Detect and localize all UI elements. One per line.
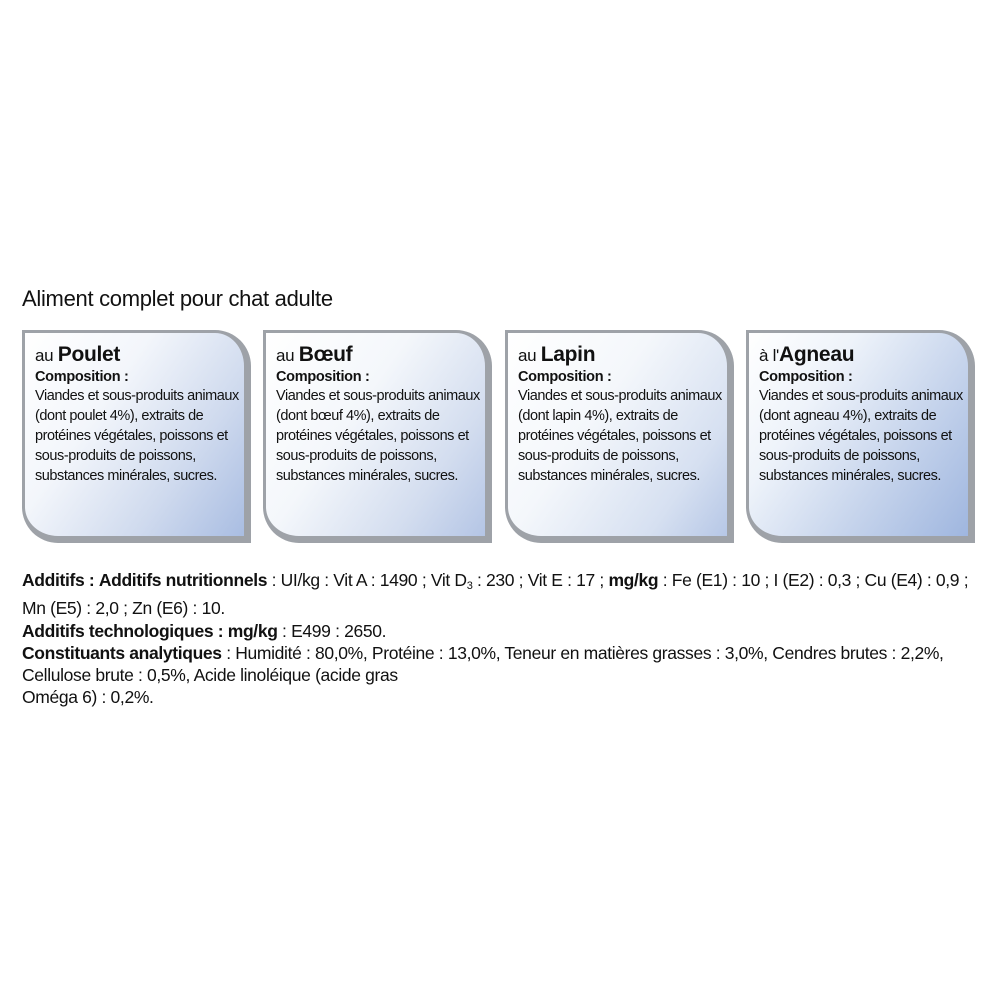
nutrition-info — [22, 569, 982, 709]
technologiques-text: : E499 : 2650. — [277, 620, 387, 641]
constituants-label: Constituants analytiques — [22, 642, 222, 663]
flavor-prefix: au — [35, 346, 58, 365]
flavor-name: Poulet — [57, 343, 121, 366]
additifs-text-2: : 230 ; Vit E : 17 ; — [472, 570, 609, 590]
flavor-box-agneau — [746, 330, 975, 543]
flavor-name: Agneau — [779, 343, 855, 366]
composition-label: Composition : — [518, 369, 612, 385]
technologiques-paragraph — [22, 620, 982, 642]
additifs-text-3: : Fe (E1) : 10 ; I (E2) : 0,3 ; Cu (E4) : 0,9 ; Mn (E5) : 2,0 ; Zn (E6) : 10. — [22, 570, 969, 619]
additifs-text-1: : UI/kg : Vit A : 1490 ; Vit D — [267, 570, 467, 590]
flavor-prefix: à l' — [759, 346, 780, 365]
flavor-box-poulet — [22, 330, 251, 543]
constituants-paragraph — [22, 642, 982, 709]
technologiques-label: Additifs technologiques : mg/kg — [22, 620, 278, 641]
composition-text: Viandes et sous-produits animaux (dont poulet 4%), extraits de protéines végétales, poissons et sous-produits de poissons, substances minérales, sucres. — [35, 388, 239, 484]
flavor-title — [276, 343, 477, 369]
flavor-name: Bœuf — [298, 343, 353, 366]
vit-d-subscript: 3 — [466, 580, 473, 592]
composition-text: Viandes et sous-produits animaux (dont agneau 4%), extraits de protéines végétales, poissons et sous-produits de poissons, substances minérales, sucres. — [759, 388, 963, 484]
flavor-prefix: au — [276, 346, 299, 365]
additifs-nutritionnels-label: Additifs nutritionnels — [98, 570, 268, 590]
flavor-box-boeuf — [263, 330, 492, 543]
flavor-box-lapin — [505, 330, 734, 543]
flavor-title — [35, 343, 236, 369]
constituants-text-2: Oméga 6) : 0,2%. — [22, 687, 154, 708]
composition-label: Composition : — [276, 369, 370, 385]
page-heading: Aliment complet pour chat adulte — [22, 286, 333, 311]
composition-text: Viandes et sous-produits animaux (dont bœuf 4%), extraits de protéines végétales, poissons et sous-produits de poissons, substances minérales, sucres. — [276, 388, 480, 484]
additifs-label: Additifs : — [22, 570, 95, 590]
composition-label: Composition : — [759, 369, 853, 385]
flavor-title — [759, 343, 960, 369]
constituants-text: : Humidité : 80,0%, Protéine : 13,0%, Teneur en matières grasses : 3,0%, Cendres brutes : 2,2%, Cellulose brute : 0,5%, Acide linoléique (acide gras — [22, 642, 944, 686]
flavor-boxes — [22, 330, 978, 550]
mgkg-label: mg/kg — [608, 570, 659, 590]
composition-text: Viandes et sous-produits animaux (dont lapin 4%), extraits de protéines végétales, poissons et sous-produits de poissons, substances minérales, sucres. — [518, 388, 722, 484]
flavor-prefix: au — [518, 346, 541, 365]
flavor-name: Lapin — [540, 343, 596, 366]
flavor-title — [518, 343, 719, 369]
composition-label: Composition : — [35, 369, 129, 385]
additifs-paragraph — [22, 569, 982, 620]
